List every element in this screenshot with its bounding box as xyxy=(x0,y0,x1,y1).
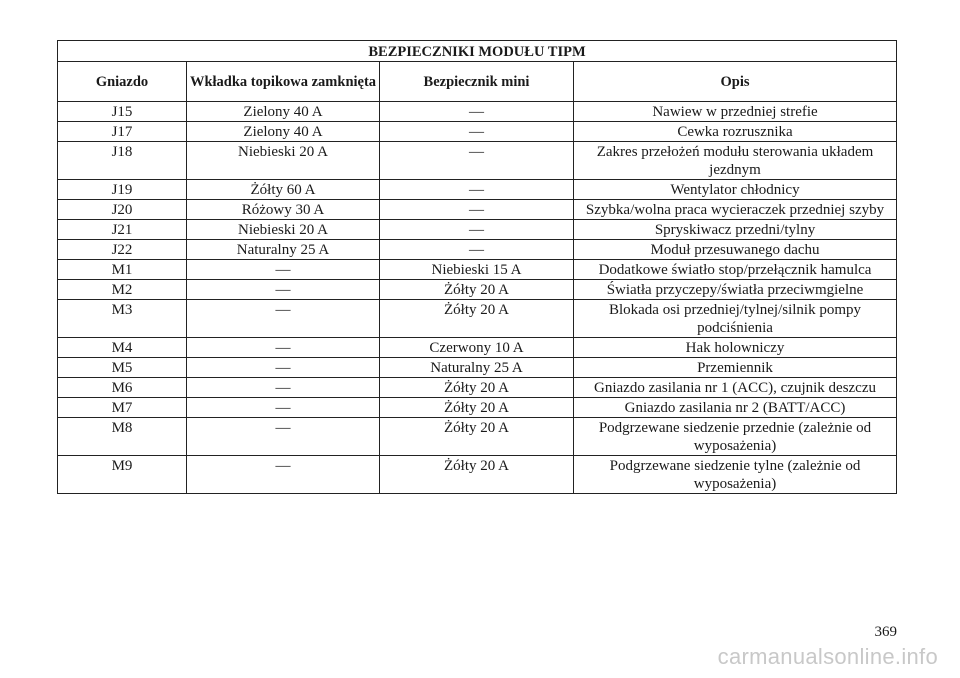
cell-cartridge-fuse: — xyxy=(187,260,380,280)
cell-cartridge-fuse: — xyxy=(187,280,380,300)
cell-socket: J15 xyxy=(58,102,187,122)
cell-mini-fuse: — xyxy=(380,220,574,240)
table-row xyxy=(58,280,897,300)
cell-cartridge-fuse: — xyxy=(187,398,380,418)
cell-mini-fuse: Czerwony 10 A xyxy=(380,338,574,358)
watermark: carmanualsonline.info xyxy=(717,644,938,669)
cell-cartridge-fuse: — xyxy=(187,338,380,358)
cell-description: Szybka/wolna praca wycieraczek przedniej szyby xyxy=(574,200,897,220)
table-title: BEZPIECZNIKI MODUŁU TIPM xyxy=(58,41,897,62)
cell-socket: M9 xyxy=(58,456,187,494)
cell-description: Moduł przesuwanego dachu xyxy=(574,240,897,260)
table-row xyxy=(58,220,897,240)
cell-cartridge-fuse: — xyxy=(187,300,380,338)
cell-mini-fuse: — xyxy=(380,122,574,142)
cell-description: Hak holowniczy xyxy=(574,338,897,358)
cell-cartridge-fuse: — xyxy=(187,378,380,398)
table-row xyxy=(58,180,897,200)
cell-socket: J19 xyxy=(58,180,187,200)
cell-mini-fuse: — xyxy=(380,102,574,122)
cell-mini-fuse: Żółty 20 A xyxy=(380,398,574,418)
cell-description: Dodatkowe światło stop/przełącznik hamulca xyxy=(574,260,897,280)
cell-mini-fuse: — xyxy=(380,142,574,180)
cell-description: Gniazdo zasilania nr 2 (BATT/ACC) xyxy=(574,398,897,418)
table-row xyxy=(58,456,897,494)
cell-mini-fuse: Naturalny 25 A xyxy=(380,358,574,378)
table-header-row xyxy=(58,62,897,102)
cell-cartridge-fuse: Zielony 40 A xyxy=(187,102,380,122)
cell-mini-fuse: — xyxy=(380,200,574,220)
cell-mini-fuse: Żółty 20 A xyxy=(380,300,574,338)
table-row xyxy=(58,240,897,260)
table-row xyxy=(58,122,897,142)
cell-cartridge-fuse: Żółty 60 A xyxy=(187,180,380,200)
cell-description: Spryskiwacz przedni/tylny xyxy=(574,220,897,240)
table-row xyxy=(58,260,897,280)
cell-socket: J22 xyxy=(58,240,187,260)
table-row xyxy=(58,102,897,122)
cell-description: Przemiennik xyxy=(574,358,897,378)
cell-socket: M7 xyxy=(58,398,187,418)
cell-description: Cewka rozrusznika xyxy=(574,122,897,142)
cell-cartridge-fuse: Niebieski 20 A xyxy=(187,142,380,180)
table-row xyxy=(58,358,897,378)
table-row xyxy=(58,200,897,220)
cell-socket: M4 xyxy=(58,338,187,358)
cell-cartridge-fuse: Zielony 40 A xyxy=(187,122,380,142)
cell-description: Gniazdo zasilania nr 1 (ACC), czujnik deszczu xyxy=(574,378,897,398)
cell-description: Nawiew w przedniej strefie xyxy=(574,102,897,122)
fuse-table xyxy=(57,40,897,494)
cell-description: Zakres przełożeń modułu sterowania układem jezdnym xyxy=(574,142,897,180)
cell-mini-fuse: Żółty 20 A xyxy=(380,280,574,300)
cell-description: Światła przyczepy/światła przeciwmgielne xyxy=(574,280,897,300)
column-header-socket: Gniazdo xyxy=(58,62,187,102)
cell-cartridge-fuse: — xyxy=(187,358,380,378)
table-row xyxy=(58,300,897,338)
cell-socket: M8 xyxy=(58,418,187,456)
cell-socket: J20 xyxy=(58,200,187,220)
cell-mini-fuse: Żółty 20 A xyxy=(380,378,574,398)
table-row xyxy=(58,378,897,398)
column-header-description: Opis xyxy=(574,62,897,102)
table-row xyxy=(58,418,897,456)
cell-description: Blokada osi przedniej/tylnej/silnik pompy podciśnienia xyxy=(574,300,897,338)
cell-mini-fuse: Żółty 20 A xyxy=(380,418,574,456)
table-row xyxy=(58,142,897,180)
cell-mini-fuse: — xyxy=(380,180,574,200)
cell-socket: J18 xyxy=(58,142,187,180)
cell-mini-fuse: — xyxy=(380,240,574,260)
column-header-cartridge-fuse: Wkładka topikowa zamknięta xyxy=(187,62,380,102)
table-body xyxy=(58,102,897,494)
cell-description: Wentylator chłodnicy xyxy=(574,180,897,200)
cell-socket: M3 xyxy=(58,300,187,338)
cell-description: Podgrzewane siedzenie przednie (zależnie od wyposażenia) xyxy=(574,418,897,456)
column-header-mini-fuse: Bezpiecznik mini xyxy=(380,62,574,102)
cell-socket: J17 xyxy=(58,122,187,142)
cell-socket: M5 xyxy=(58,358,187,378)
cell-socket: M2 xyxy=(58,280,187,300)
page-number: 369 xyxy=(874,624,897,640)
table-row xyxy=(58,338,897,358)
cell-socket: M6 xyxy=(58,378,187,398)
cell-socket: M1 xyxy=(58,260,187,280)
cell-cartridge-fuse: — xyxy=(187,456,380,494)
cell-cartridge-fuse: — xyxy=(187,418,380,456)
cell-cartridge-fuse: Naturalny 25 A xyxy=(187,240,380,260)
cell-cartridge-fuse: Różowy 30 A xyxy=(187,200,380,220)
cell-mini-fuse: Żółty 20 A xyxy=(380,456,574,494)
cell-cartridge-fuse: Niebieski 20 A xyxy=(187,220,380,240)
cell-mini-fuse: Niebieski 15 A xyxy=(380,260,574,280)
table-row xyxy=(58,398,897,418)
cell-description: Podgrzewane siedzenie tylne (zależnie od wyposażenia) xyxy=(574,456,897,494)
cell-socket: J21 xyxy=(58,220,187,240)
